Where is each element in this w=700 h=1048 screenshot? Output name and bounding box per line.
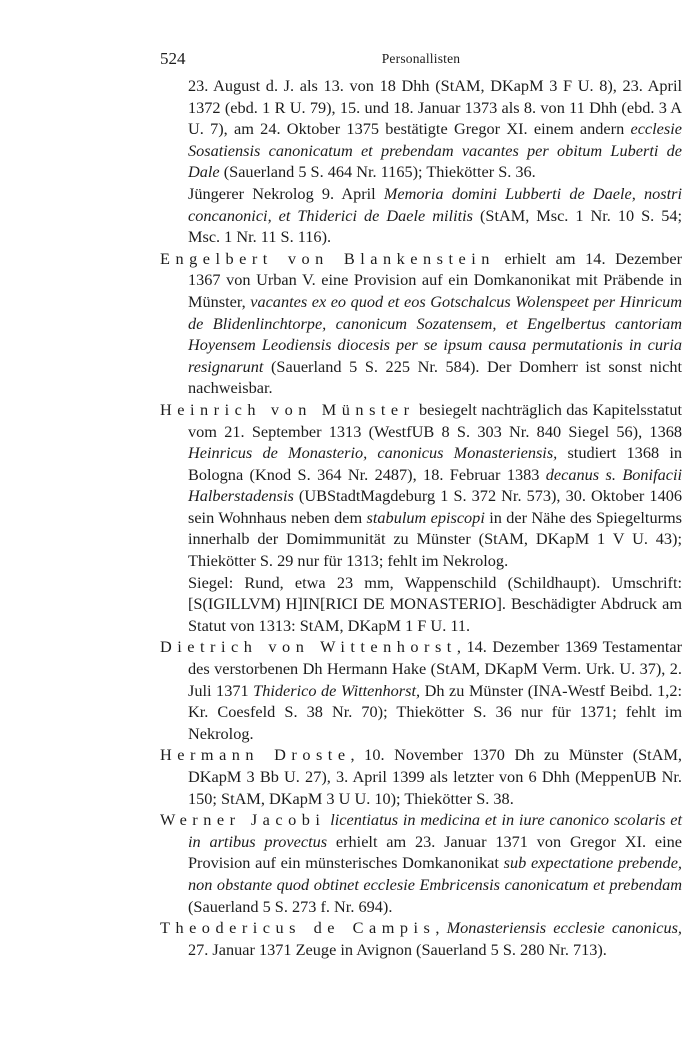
running-title: Personallisten xyxy=(381,51,461,66)
register-entry xyxy=(160,248,682,399)
latin-quote: ecclesie Sosatiensis canonicatum et prebendam vacantes per obitum Luberti de Dale xyxy=(188,119,682,182)
entry-paragraph xyxy=(160,399,682,572)
text-run: studiert 1368 in Bologna (Knod S. 364 Nr. 2487), 18. Februar 1383 xyxy=(188,443,682,484)
latin-quote: Monasteriensis ecclesie canonicus, xyxy=(446,918,682,938)
text-run: (Sauerland 5 S. 225 Nr. 584). Der Domherr ist sonst nicht nachweisbar. xyxy=(188,356,682,398)
text-run: besiegelt nachträglich das Kapitelsstatut vom 21. September 1313 (WestfUB 8 S. 303 Nr. 840 Siegel 56), 1368 xyxy=(188,399,682,441)
entry-name: Heinrich von Münster xyxy=(160,399,415,419)
entry-name: Theodericus de Campis xyxy=(160,918,436,938)
text-run: (Sauerland 5 S. 464 Nr. 1165); Thiekötter S. 36. xyxy=(219,162,536,182)
entry-name: Engelbert von Blankenstein xyxy=(160,248,495,268)
entry-name: Dietrich von Wittenhorst xyxy=(160,637,457,657)
latin-quote: Thiderico de Wittenhorst, xyxy=(253,680,421,700)
register-entry xyxy=(160,809,682,917)
latin-quote: sub expectatione prebende, non obstante quod obtinet ecclesie Embricensis canonicatum et prebendam xyxy=(188,853,682,894)
page-number: 524 xyxy=(160,49,186,68)
entry-paragraph xyxy=(160,917,682,960)
document-body xyxy=(160,75,682,960)
entry-paragraph xyxy=(160,248,682,399)
latin-quote: licentiatus in medicina et in iure canonico scolaris et in artibus provectus xyxy=(188,810,682,851)
entry-paragraph xyxy=(160,636,682,744)
text-run: Dh zu Münster (INA-Westf Beibd. 1,2: Kr. Coesfeld S. 38 Nr. 70); Thiekötter S. 36 nur für 1371; fehlt im Nekrolog. xyxy=(188,680,683,743)
text-run: in der Nähe des Spiegelturms innerhalb der Domimmunität zu Münster (StAM, DKapM 1 V U. 43); Thiekötter S. 29 nur für 1313; fehlt im Nekrolog. xyxy=(188,507,683,571)
page-header xyxy=(160,49,682,71)
text-run: Siegel: Rund, etwa 23 mm, Wappenschild (Schildhaupt). Umschrift: [S(IGILLVM) H]IN[RICI DE MONASTERIO]. Beschädigter Abdruck am Statut von 1313: StAM, DKapM 1 F U. 11. xyxy=(188,572,682,635)
text-run: 27. Januar 1371 Zeuge in Avignon (Sauerland 5 S. 280 Nr. 713). xyxy=(188,939,607,959)
text-run: (Sauerland 5 S. 273 f. Nr. 694). xyxy=(188,896,393,916)
text-run: , 14. Dezember 1369 Testamentar des verstorbenen Dh Hermann Hake (StAM, DKapM Verm. Urk. U. 37), 2. Juli 1371 xyxy=(188,637,683,700)
text-run: erhielt am 14. Dezember 1367 von Urban V. eine Provision auf ein Domkanonikat mit Präbende in Münster, xyxy=(188,248,682,311)
latin-quote: decanus s. Bonifacii Halberstadensis xyxy=(188,464,683,506)
latin-quote: Memoria domini Lubberti de Daele, nostri concanonici, et Thiderici de Daele militis xyxy=(188,183,682,225)
register-entry xyxy=(160,744,682,809)
register-entry xyxy=(160,399,682,637)
text-run: erhielt am 23. Januar 1371 von Gregor XI. eine Provision auf ein münsterisches Domkanonikat xyxy=(188,831,683,873)
entry-subparagraph xyxy=(188,572,682,637)
entry-name: Hermann Droste xyxy=(160,745,351,765)
text-run: , xyxy=(435,918,447,938)
latin-quote: vacantes ex eo quod et eos Gotschalcus Wolenspeet per Hinricum de Blidenlinchtorpe, canonicum Sozatensem, et Engelbertus cantoriam Hoyensem Leodiensis diocesis per se ipsum causa permutationis in curia resignarunt xyxy=(188,291,682,376)
text-run: (StAM, Msc. 1 Nr. 10 S. 54; Msc. 1 Nr. 11 S. 116). xyxy=(188,205,683,247)
latin-quote: stabulum episcopi xyxy=(366,507,485,527)
register-entry xyxy=(160,917,682,960)
entry-name: Werner Jacobi xyxy=(160,810,326,830)
entry-subparagraph xyxy=(188,183,682,248)
register-entry xyxy=(160,636,682,744)
latin-quote: Heinricus de Monasterio, canonicus Monasteriensis, xyxy=(188,443,558,463)
entry-paragraph xyxy=(160,744,682,809)
text-run: (UBStadtMagdeburg 1 S. 372 Nr. 573), 30. Oktober 1406 sein Wohnhaus neben dem xyxy=(188,486,682,527)
text-run: , 10. November 1370 Dh zu Münster (StAM, DKapM 3 Bb U. 27), 3. April 1399 als letzter von 6 Dhh (MeppenUB Nr. 150; StAM, DKapM 3 U U. 10); Thiekötter S. 38. xyxy=(188,745,682,808)
text-run: Jüngerer Nekrolog 9. April xyxy=(188,183,384,203)
entry-subparagraph xyxy=(188,75,682,183)
text-run: 23. August d. J. als 13. von 18 Dhh (StAM, DKapM 3 F U. 8), 23. April 1372 (ebd. 1 R U. 79), 15. und 18. Januar 1373 als 8. von 11 Dhh (ebd. 3 A U. 7), am 24. Oktober 1375 bestätigte Gregor XI. einem andern xyxy=(188,76,682,139)
entry-paragraph xyxy=(160,809,682,917)
register-entry xyxy=(160,75,682,248)
